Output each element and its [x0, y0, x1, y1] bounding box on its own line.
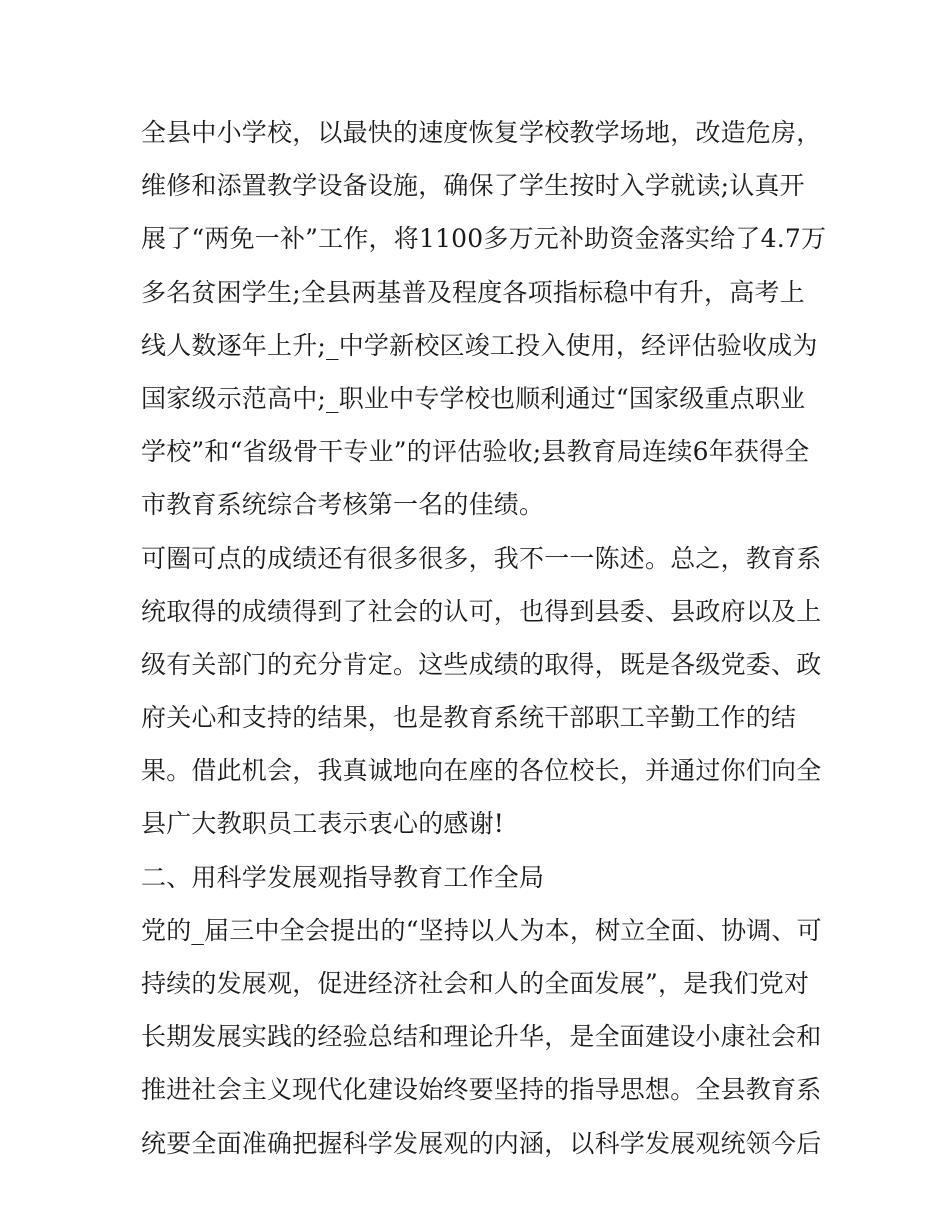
text-line: 可圈可点的成绩还有很多很多，我不一一陈述。总之，教育系: [141, 543, 822, 573]
text-line: 府关心和支持的结果，也是教育系统干部职工辛勤工作的结: [141, 703, 797, 733]
text-line: 级有关部门的充分肯定。这些成绩的取得，既是各级党委、政: [141, 649, 822, 679]
text-line: 县广大教职员工表示衷心的感谢!: [141, 809, 505, 839]
text-line: 市教育系统综合考核第一名的佳绩。: [141, 490, 545, 520]
text-line: 党的_届三中全会提出的“坚持以人为本，树立全面、协调、可: [141, 915, 822, 945]
text-line: 国家级示范高中;_职业中专学校也顺利通过“国家级重点职业: [141, 383, 806, 413]
text-line: 长期发展实践的经验总结和理论升华，是全面建设小康社会和: [141, 1022, 822, 1052]
section-heading: 二、用科学发展观指导教育工作全局: [141, 862, 545, 892]
text-line: 统取得的成绩得到了社会的认可，也得到县委、县政府以及上: [141, 596, 822, 626]
text-line: 维修和添置教学设备设施，确保了学生按时入学就读;认真开: [141, 171, 805, 201]
text-line: 统要全面准确把握科学发展观的内涵，以科学发展观统领今后: [141, 1128, 822, 1158]
text-line: 学校”和“省级骨干专业”的评估验收;县教育局连续6年获得全: [141, 437, 810, 467]
text-line: 多名贫困学生;全县两基普及程度各项指标稳中有升，高考上: [141, 277, 805, 307]
text-line: 持续的发展观，促进经济社会和人的全面发展”，是我们党对: [141, 969, 810, 998]
text-line: 推进社会主义现代化建设始终要坚持的指导思想。全县教育系: [141, 1075, 822, 1105]
text-line: 展了“两免一补”工作，将1100多万元补助资金落实给了4.7万: [141, 224, 827, 254]
text-line: 全县中小学校，以最快的速度恢复学校教学场地，改造危房，: [141, 118, 822, 147]
document-body: [141, 106, 827, 1170]
text-line: 线人数逐年上升;_中学新校区竣工投入使用，经评估验收成为: [141, 330, 818, 360]
text-line: 果。借此机会，我真诚地向在座的各位校长，并通过你们向全: [141, 756, 822, 786]
